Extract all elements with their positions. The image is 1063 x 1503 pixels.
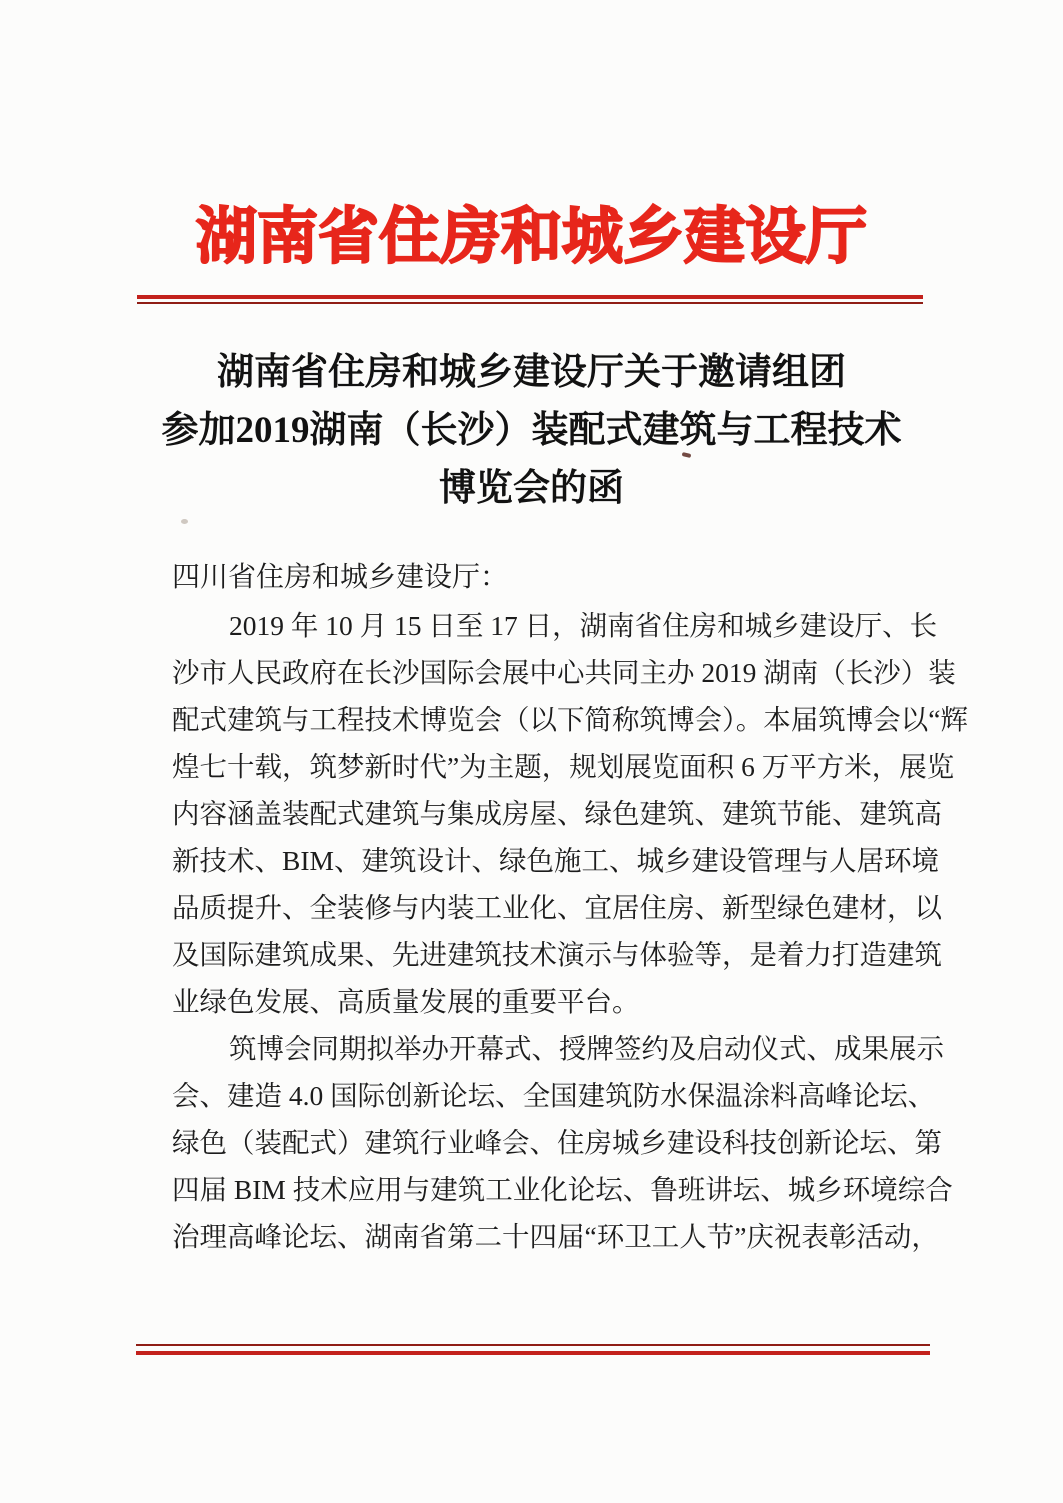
footer-divider-thin-line <box>136 1344 930 1346</box>
letterhead-divider-thin-line <box>137 302 923 304</box>
letterhead-divider-thick-line <box>137 295 923 299</box>
body-text-line: 配式建筑与工程技术博览会（以下简称筑博会）。本届筑博会以“辉 <box>172 704 968 735</box>
body-text-line: 品质提升、全装修与内装工业化、宜居住房、新型绿色建材，以 <box>172 892 942 923</box>
addressee-line: 四川省住房和城乡建设厅： <box>172 562 509 593</box>
document-title-line: 参加2019湖南（长沙）装配式建筑与工程技术 <box>161 410 902 451</box>
body-text-line: 沙市人民政府在长沙国际会展中心共同主办 2019 湖南（长沙）装 <box>172 657 956 688</box>
letter-body <box>172 602 968 1260</box>
letterhead-divider <box>137 295 923 304</box>
body-text-line: 新技术、BIM、建筑设计、绿色施工、城乡建设管理与人居环境 <box>172 845 939 876</box>
body-text-line: 及国际建筑成果、先进建筑技术演示与体验等，是着力打造建筑 <box>172 939 942 970</box>
body-text-line: 绿色（装配式）建筑行业峰会、住房城乡建设科技创新论坛、第 <box>172 1127 942 1158</box>
body-text-line: 四届 BIM 技术应用与建筑工业化论坛、鲁班讲坛、城乡环境综合 <box>172 1174 953 1205</box>
body-text-line: 会、建造 4.0 国际创新论坛、全国建筑防水保温涂料高峰论坛、 <box>172 1080 936 1111</box>
body-text-line: 2019 年 10 月 15 日至 17 日，湖南省住房和城乡建设厅、长 <box>229 610 938 641</box>
body-text-line: 内容涵盖装配式建筑与集成房屋、绿色建筑、建筑节能、建筑高 <box>172 798 942 829</box>
footer-divider <box>136 1344 930 1355</box>
body-text-line: 治理高峰论坛、湖南省第二十四届“环卫工人节”庆祝表彰活动， <box>172 1221 939 1252</box>
body-text-line: 煌七十载，筑梦新时代”为主题，规划展览面积 6 万平方米，展览 <box>172 751 955 782</box>
footer-divider-thick-line <box>136 1351 930 1355</box>
scan-artifact <box>181 519 188 524</box>
letterhead-org-title: 湖南省住房和城乡建设厅 <box>195 204 867 271</box>
document-title-line: 博览会的函 <box>439 468 624 509</box>
document-title-line: 湖南省住房和城乡建设厅关于邀请组团 <box>217 352 846 393</box>
body-text-line: 业绿色发展、高质量发展的重要平台。 <box>172 986 640 1017</box>
document-title <box>0 344 1063 518</box>
body-text-line: 筑博会同期拟举办开幕式、授牌签约及启动仪式、成果展示 <box>229 1033 944 1064</box>
